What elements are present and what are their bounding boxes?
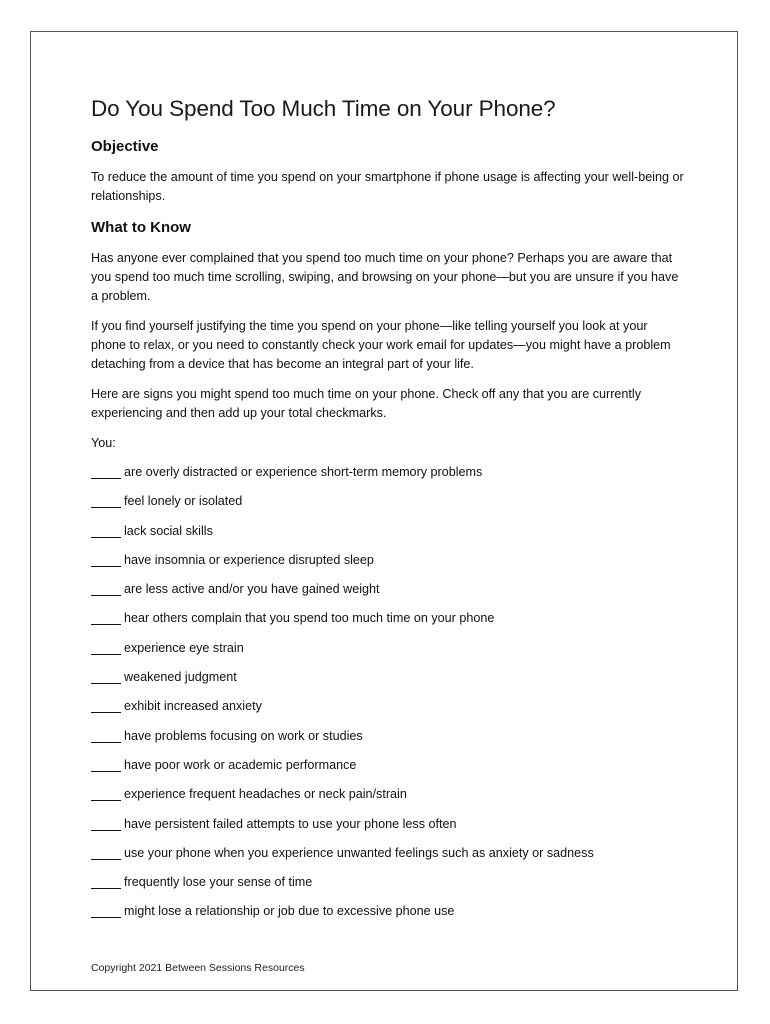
copyright-footer: Copyright 2021 Between Sessions Resources <box>91 962 305 974</box>
checklist-item <box>91 639 686 668</box>
checklist-item-text: might lose a relationship or job due to excessive phone use <box>124 904 455 919</box>
checklist-item <box>91 668 686 697</box>
checklist-item-text: experience frequent headaches or neck pain/strain <box>124 787 407 802</box>
checklist-item <box>91 463 686 492</box>
checklist-item <box>91 580 686 609</box>
checkmark-blank[interactable] <box>91 580 121 596</box>
what-to-know-paragraph-1: Has anyone ever complained that you spend too much time on your phone? Perhaps you are aware that you spend too much time scrolling, swiping, and browsing on your phone—but you are unsure if you have a problem. <box>91 251 679 303</box>
checkmark-blank[interactable] <box>91 463 121 479</box>
document-page <box>30 31 738 991</box>
checklist-item-text: have problems focusing on work or studies <box>124 728 363 743</box>
symptom-checklist <box>91 463 686 932</box>
checklist-item-text: have insomnia or experience disrupted sleep <box>124 552 374 567</box>
objective-text: To reduce the amount of time you spend on your smartphone if phone usage is affecting your well-being or relationships. <box>91 170 684 203</box>
checkmark-blank[interactable] <box>91 873 121 889</box>
checkmark-blank[interactable] <box>91 785 121 801</box>
checkmark-blank[interactable] <box>91 522 121 538</box>
checklist-item-text: have persistent failed attempts to use your phone less often <box>124 816 457 831</box>
what-to-know-paragraph-3: Here are signs you might spend too much time on your phone. Check off any that you are currently experiencing and then add up your total checkmarks. <box>91 387 641 420</box>
checkmark-blank[interactable] <box>91 492 121 508</box>
checklist-item-text: hear others complain that you spend too much time on your phone <box>124 611 495 626</box>
checklist-item-text: use your phone when you experience unwanted feelings such as anxiety or sadness <box>124 845 594 860</box>
checklist-item <box>91 551 686 580</box>
checklist-item <box>91 902 686 931</box>
document-content <box>91 94 686 932</box>
checkmark-blank[interactable] <box>91 609 121 625</box>
checklist-item <box>91 727 686 756</box>
checklist-item-text: experience eye strain <box>124 640 244 655</box>
checkmark-blank[interactable] <box>91 815 121 831</box>
checkmark-blank[interactable] <box>91 551 121 567</box>
objective-heading: Objective <box>91 138 159 155</box>
checklist-item <box>91 756 686 785</box>
checklist-item-text: feel lonely or isolated <box>124 494 243 509</box>
you-label: You: <box>91 436 116 450</box>
checklist-item-text: weakened judgment <box>124 670 237 685</box>
checklist-item-text: have poor work or academic performance <box>124 757 357 772</box>
checklist-item-text: exhibit increased anxiety <box>124 699 262 714</box>
checkmark-blank[interactable] <box>91 756 121 772</box>
checklist-item <box>91 844 686 873</box>
checkmark-blank[interactable] <box>91 844 121 860</box>
checklist-item <box>91 697 686 726</box>
checklist-item-text: lack social skills <box>124 523 213 538</box>
checkmark-blank[interactable] <box>91 668 121 684</box>
checklist-item <box>91 815 686 844</box>
checklist-item-text: are overly distracted or experience short-term memory problems <box>124 465 483 479</box>
checkmark-blank[interactable] <box>91 697 121 713</box>
checklist-item <box>91 873 686 902</box>
checklist-item-text: frequently lose your sense of time <box>124 875 313 890</box>
checklist-item <box>91 785 686 814</box>
checklist-item <box>91 522 686 551</box>
checkmark-blank[interactable] <box>91 639 121 655</box>
checklist-item-text: are less active and/or you have gained weight <box>124 582 380 597</box>
checkmark-blank[interactable] <box>91 902 121 918</box>
checklist-item <box>91 492 686 521</box>
what-to-know-paragraph-2: If you find yourself justifying the time you spend on your phone—like telling yourself you look at your phone to relax, or you need to constantly check your work email for updates—you might have a problem detaching from a device that has become an integral part of your life. <box>91 319 671 371</box>
page-title: Do You Spend Too Much Time on Your Phone? <box>91 96 556 121</box>
what-to-know-heading: What to Know <box>91 219 191 236</box>
checkmark-blank[interactable] <box>91 727 121 743</box>
checklist-item <box>91 609 686 638</box>
